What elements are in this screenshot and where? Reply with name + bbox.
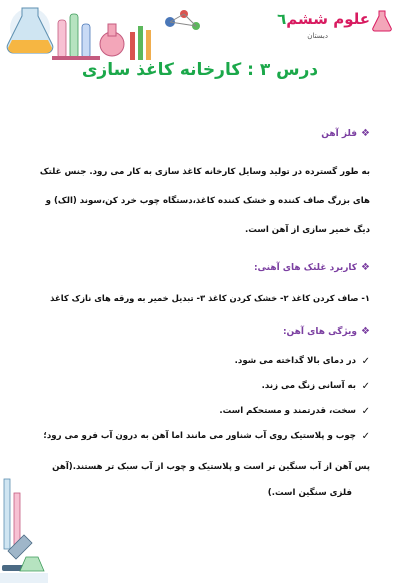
diamond-bullet-icon: ❖ bbox=[361, 326, 370, 337]
brand-logo bbox=[262, 6, 392, 46]
section-heading-text: فلز آهن bbox=[321, 128, 358, 139]
microscope-illustration bbox=[0, 473, 48, 583]
section-heading-text: ویژگی های آهن: bbox=[282, 326, 358, 337]
list-item: ✓ سخت، قدرتمند و مستحکم است. bbox=[219, 406, 370, 417]
check-icon: ✓ bbox=[361, 356, 370, 367]
section-heading-text: کاربرد غلتک های آهنی: bbox=[253, 262, 358, 273]
brand-subtitle: دبستان bbox=[307, 32, 328, 40]
check-icon: ✓ bbox=[361, 431, 370, 442]
section-heading-iron-properties bbox=[283, 326, 370, 337]
list-item: ✓ به آسانی زنگ می زند. bbox=[261, 381, 370, 392]
roller-usage-line: ۱- صاف کردن کاغذ ۲- خشک کردن کاغذ ۳- تبدیل خمیر به ورقه های نازک کاغذ bbox=[50, 293, 370, 303]
paragraph-line: پس آهن از آب سنگین تر است و پلاستیک و چوب از آب سبک تر هستند.(آهن bbox=[52, 462, 370, 472]
paragraph-line: فلزی سنگین است.) bbox=[267, 488, 352, 498]
iron-properties-list bbox=[25, 356, 370, 455]
iron-paragraph bbox=[30, 158, 370, 245]
paragraph-line: دیگ خمیر سازی از آهن است. bbox=[245, 225, 370, 235]
check-icon: ✓ bbox=[361, 381, 370, 392]
brand-title: علوم ششم٦ bbox=[277, 10, 370, 28]
properties-continuation bbox=[30, 454, 370, 506]
diamond-bullet-icon: ❖ bbox=[361, 128, 370, 139]
section-heading-roller-usage bbox=[254, 262, 370, 273]
section-heading-iron-metal bbox=[321, 128, 370, 139]
paragraph-line: های بزرگ صاف کننده و خشک کننده کاغذ،دستگاه چوب خرد کن،سوند (الک) و bbox=[45, 196, 370, 206]
diamond-bullet-icon: ❖ bbox=[361, 262, 370, 273]
list-item: ✓ چوب و پلاستیک روی آب شناور می مانند اما آهن به درون آب فرو می رود؛ bbox=[43, 431, 370, 442]
check-icon: ✓ bbox=[361, 406, 370, 417]
lesson-title: درس ۳ : کارخانه کاغذ سازی bbox=[81, 60, 319, 80]
list-item: ✓ در دمای بالا گداخته می شود. bbox=[234, 356, 370, 367]
flask-icon bbox=[372, 10, 392, 32]
paragraph-line: به طور گسترده در تولید وسایل کارخانه کاغذ سازی به کار می رود. جنس غلتک bbox=[39, 167, 370, 177]
